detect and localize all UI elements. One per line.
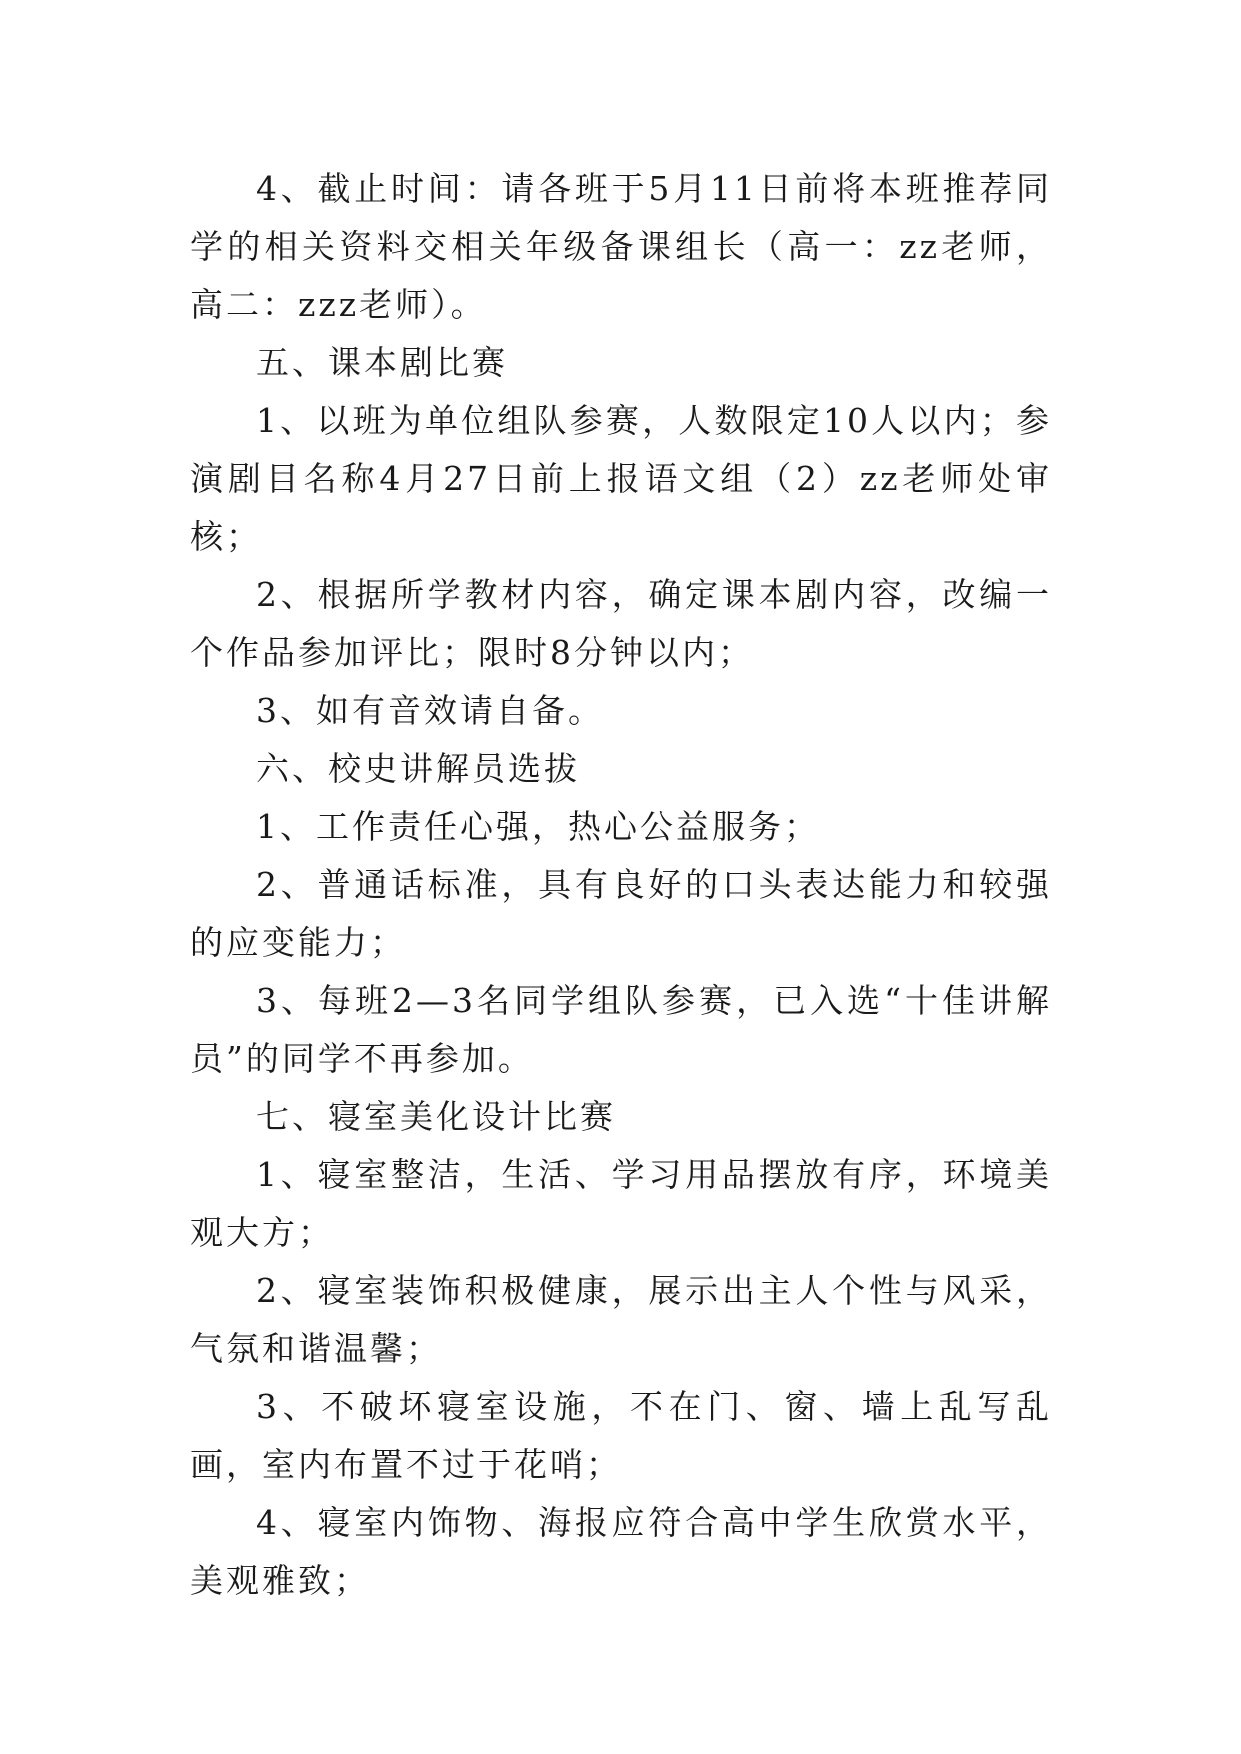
paragraph-dorm-rule-4: 4、寝室内饰物、海报应符合高中学生欣赏水平，美观雅致； [190,1503,1052,1600]
paragraph-dorm-rule-3: 3、不破坏寝室设施，不在门、窗、墙上乱写乱画，室内布置不过于花哨； [190,1387,1052,1484]
paragraph-dorm-rule-2: 2、寝室装饰积极健康，展示出主人个性与风采，气氛和谐温馨； [190,1271,1052,1368]
document-body [190,160,1052,1610]
section-heading-history-guide: 六、校史讲解员选拔 [256,749,580,788]
section-heading-textbook-drama: 五、课本剧比赛 [256,343,508,382]
paragraph-guide-rule-1: 1、工作责任心强，热心公益服务； [256,807,820,846]
paragraph-guide-rule-2: 2、普通话标准，具有良好的口头表达能力和较强的应变能力； [190,865,1052,962]
paragraph-drama-rule-3: 3、如有音效请自备。 [256,691,604,730]
paragraph-guide-rule-3: 3、每班2—3名同学组队参赛，已入选“十佳讲解员”的同学不再参加。 [190,981,1052,1078]
section-heading-dorm-design: 七、寝室美化设计比赛 [256,1097,616,1136]
paragraph-drama-rule-2: 2、根据所学教材内容，确定课本剧内容，改编一个作品参加评比；限时8分钟以内； [190,575,1052,672]
paragraph-dorm-rule-1: 1、寝室整洁，生活、学习用品摆放有序，环境美观大方； [190,1155,1052,1252]
paragraph-drama-rule-1: 1、以班为单位组队参赛，人数限定10人以内；参演剧目名称4月27日前上报语文组（2）zz老师处审核； [190,401,1052,556]
paragraph-deadline: 4、截止时间：请各班于5月11日前将本班推荐同学的相关资料交相关年级备课组长（高一：zz老师，高二：zzz老师）。 [190,169,1052,324]
